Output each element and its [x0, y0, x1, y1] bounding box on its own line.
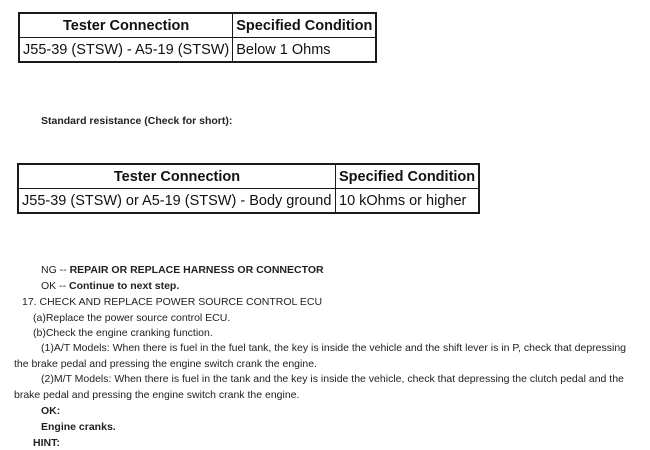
table-cell: 10 kOhms or higher: [336, 189, 480, 214]
table-cell: J55-39 (STSW) or A5-19 (STSW) - Body ground: [18, 189, 336, 214]
resistance-table-1: [18, 12, 377, 63]
step-17-b2: (2)M/T Models: When there is fuel in the tank and the key is inside the vehicle, check that depressing the clutch pedal and the brake pedal and pressing the engine switch crank the engine.: [14, 373, 624, 401]
ok-result: [41, 279, 179, 293]
hint-label: HINT:: [33, 437, 60, 449]
standard-resistance-label: Standard resistance (Check for short):: [41, 115, 233, 127]
step-17-a: (a)Replace the power source control ECU.: [33, 312, 231, 324]
column-header: Tester Connection: [19, 13, 233, 38]
table-cell: Below 1 Ohms: [233, 38, 377, 63]
column-header: Specified Condition: [233, 13, 377, 38]
ng-prefix: NG --: [41, 264, 67, 276]
step-17-title: 17. CHECK AND REPLACE POWER SOURCE CONTROL ECU: [22, 296, 323, 308]
table-header-row: [18, 164, 479, 189]
ok-label: OK:: [41, 405, 61, 417]
table-row: [19, 38, 376, 63]
step-17-b1: (1)A/T Models: When there is fuel in the fuel tank, the key is inside the vehicle and the shift lever is in P, check that depressing the brake pedal and pressing the engine switch crank the engine.: [14, 342, 627, 370]
ng-action: REPAIR OR REPLACE HARNESS OR CONNECTOR: [69, 264, 324, 276]
ok-value: Engine cranks.: [41, 421, 116, 433]
table-header-row: [19, 13, 376, 38]
resistance-table-2: [17, 163, 480, 214]
ng-result: [41, 263, 324, 277]
ok-action: Continue to next step.: [69, 280, 180, 292]
table-cell: J55-39 (STSW) - A5-19 (STSW): [19, 38, 233, 63]
ok-prefix: OK --: [41, 280, 67, 292]
table-row: [18, 189, 479, 214]
step-17-b: (b)Check the engine cranking function.: [33, 327, 213, 339]
column-header: Specified Condition: [336, 164, 480, 189]
column-header: Tester Connection: [18, 164, 336, 189]
